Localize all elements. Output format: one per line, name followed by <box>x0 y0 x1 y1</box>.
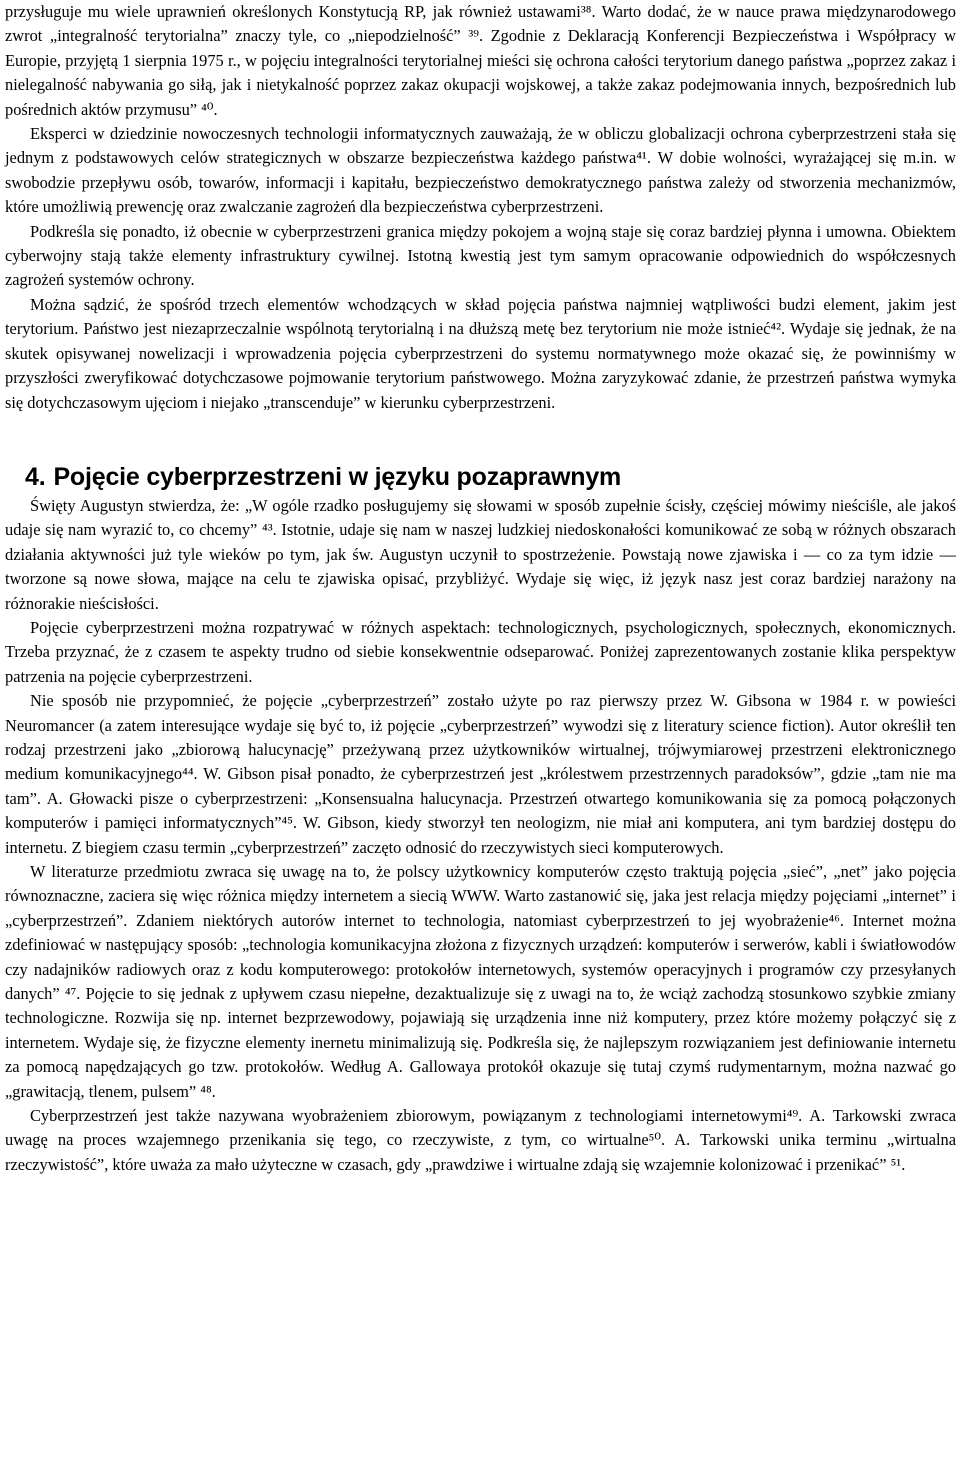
paragraph: przysługuje mu wiele uprawnień określonych Konstytucją RP, jak również ustawami³⁸. Warto dodać, że w nauce prawa międzynarodowego zwrot „integralność terytorialna” znaczy tyle, co „niepodzielność” ³⁹. Zgodnie z Deklaracją Konferencji Bezpieczeństwa i Współpracy w Europie, przyjętą 1 sierpnia 1975 r., w pojęciu integralności terytorialnej mieści się ochrona całości terytorium danego państwa „poprzez zakaz i nielegalność nabywania go siłą, jak i nietykalność poprzez zakaz okupacji wojskowej, a także zakaz podejmowania innych, bezpośrednich lub pośrednich aktów przymusu” ⁴⁰. <box>5 2 956 119</box>
paragraph: Pojęcie cyberprzestrzeni można rozpatrywać w różnych aspektach: technologicznych, psychologicznych, społecznych, ekonomicznych. Trzeba przyznać, że z czasem te aspekty trudno od siebie konsekwentnie odseparować. Poniżej zaprezentowanych zostanie klika perspektyw patrzenia na pojęcie cyberprzestrzeni. <box>5 617 956 686</box>
section-heading <box>5 462 956 492</box>
section-title: Pojęcie cyberprzestrzeni w języku pozaprawnym <box>53 462 622 491</box>
paragraph: W literaturze przedmiotu zwraca się uwagę na to, że polscy użytkownicy komputerów często traktują pojęcia „sieć”, „net” jako pojęcia równoznaczne, zaciera się więc różnica między internetem a siecią WWW. Warto zastanowić się, jaka jest relacja między pojęciami „internet” i „cyberprzestrzeń”. Zdaniem niektórych autorów internet to technologia, natomiast cyberprzestrzeń to jej wyobrażenie⁴⁶. Internet można zdefiniować w następujący sposób: „technologia komunikacyjna złożona z fizycznych urządzeń: komputerów i serwerów, kabli i światłowodów czy nadajników radiowych oraz z kodu komputerowego: protokołów internetowych, systemów operacyjnych i programów czy przesyłanych danych” ⁴⁷. Pojęcie to się jednak z upływem czasu niepełne, dezaktualizuje się z uwagi na to, że wciąż zachodzą stosunkowo szybkie zmiany technologiczne. Rozwija się np. internet bezprzewodowy, pojawiają się urządzenia inne niż komputery, przez które możemy połączyć się z internetem. Wydaje się, że fizyczne elementy inernetu minimalizują się. Podkreśla się, że najlepszym rozwiązaniem jest definiowanie internetu za pomocą napędzających go tzw. protokołów. Według A. Gallowaya protokół okazuje się tutaj czymś rudymentarnym, można nazwać go „grawitacją, tlenem, pulsem” ⁴⁸. <box>5 862 956 1101</box>
text-block-bottom <box>5 494 956 1177</box>
paragraph: Można sądzić, że spośród trzech elementów wchodzących w skład pojęcia państwa najmniej wątpliwości budzi element, jakim jest terytorium. Państwo jest niezaprzeczalnie wspólnotą terytorialną i na dłuższą metę bez terytorium nie może istnieć⁴². Wydaje się jednak, że na skutek opisywanej nowelizacji i wprowadzenia pojęcia cyberprzestrzeni do systemu normatywnego może okazać się, że powinniśmy w przyszłości zweryfikować dotychczasowe pojmowanie terytorium państwowego. Można zaryzykować zdanie, że przestrzeń państwa wymyka się dotychczasowym ujęciom i niejako „transcenduje” w kierunku cyberprzestrzeni. <box>5 294 956 412</box>
section-number: 4. <box>25 462 46 491</box>
paragraph: Nie sposób nie przypomnieć, że pojęcie „cyberprzestrzeń” zostało użyte po raz pierwszy przez W. Gibsona w 1984 r. w powieści Neuromancer (a zatem interesujące wydaje się być to, iż pojęcie „cyberprzestrzeń” wywodzi się z literatury science fiction). Autor określił ten rodzaj przestrzeni jako „zbiorową halucynację” przeżywaną przez użytkowników wirtualnej, trójwymiarowej przestrzeni elektronicznego medium komunikacyjnego⁴⁴. W. Gibson pisał ponadto, że cyberprzestrzeń jest „królestwem przestrzennych paradoksów”, gdzie „tam nie ma tam”. A. Głowacki pisze o cyberprzestrzeni: „Konsensualna halucynacja. Przestrzeń otwartego komunikowania się za pomocą połączonych komputerów i pamięci informatycznych”⁴⁵. W. Gibson, kiedy stworzył ten neologizm, nie miał ani komputera, ani tym bardziej dostępu do internetu. Z biegiem czasu termin „cyberprzestrzeń” zaczęto odnosić do rzeczywistych sieci komputerowych. <box>5 691 956 857</box>
paragraph: Święty Augustyn stwierdza, że: „W ogóle rzadko posługujemy się słowami w sposób zupełnie ścisły, częściej mówimy nieściśle, ale jakoś udaje się nam wyrazić to, co chcemy” ⁴³. Istotnie, udaje się nam w naszej ludzkiej niedoskonałości komunikować ze sobą w różnych obszarach działania aktywności już tyle wieków po tym, jak św. Augustyn uczynił to spostrzeżenie. Powstają nowe zjawiska i — co za tym idzie — tworzone są nowe słowa, mające na celu te zjawiska opisać, przybliżyć. Wydaje się więc, iż język nasz jest coraz bardziej narażony na różnorakie nieścisłości. <box>5 495 956 613</box>
paragraph: Eksperci w dziedzinie nowoczesnych technologii informatycznych zauważają, że w obliczu globalizacji ochrona cyberprzestrzeni stała się jednym z podstawowych celów strategicznych w obszarze bezpieczeństwa każdego państwa⁴¹. W dobie wolności, wyrażającej się m.in. w swobodzie przepływu osób, towarów, informacji i kapitału, bezpieczeństwo demokratycznego państwa zależy od stworzenia mechanizmów, które umożliwią prewencję oraz zwalczanie zagrożeń dla bezpieczeństwa cyberprzestrzeni. <box>5 124 956 217</box>
paragraph: Podkreśla się ponadto, iż obecnie w cyberprzestrzeni granica między pokojem a wojną staje się coraz bardziej płynna i umowna. Obiektem cyberwojny stają także elementy infrastruktury cywilnej. Istotną kwestią jest tym samym opracowanie odpowiednich do współczesnych zagrożeń systemów ochrony. <box>5 221 956 290</box>
text-block-top <box>5 0 956 415</box>
paragraph: Cyberprzestrzeń jest także nazywana wyobrażeniem zbiorowym, powiązanym z technologiami internetowymi⁴⁹. A. Tarkowski zwraca uwagę na proces wzajemnego przenikania się tego, co rzeczywiste, z tym, co wirtualne⁵⁰. A. Tarkowski unika terminu „wirtualna rzeczywistość”, które uważa za mało użyteczne w czasach, gdy „prawdziwe i wirtualne zdają się wzajemnie kolonizować i przenikać” ⁵¹. <box>5 1106 956 1174</box>
